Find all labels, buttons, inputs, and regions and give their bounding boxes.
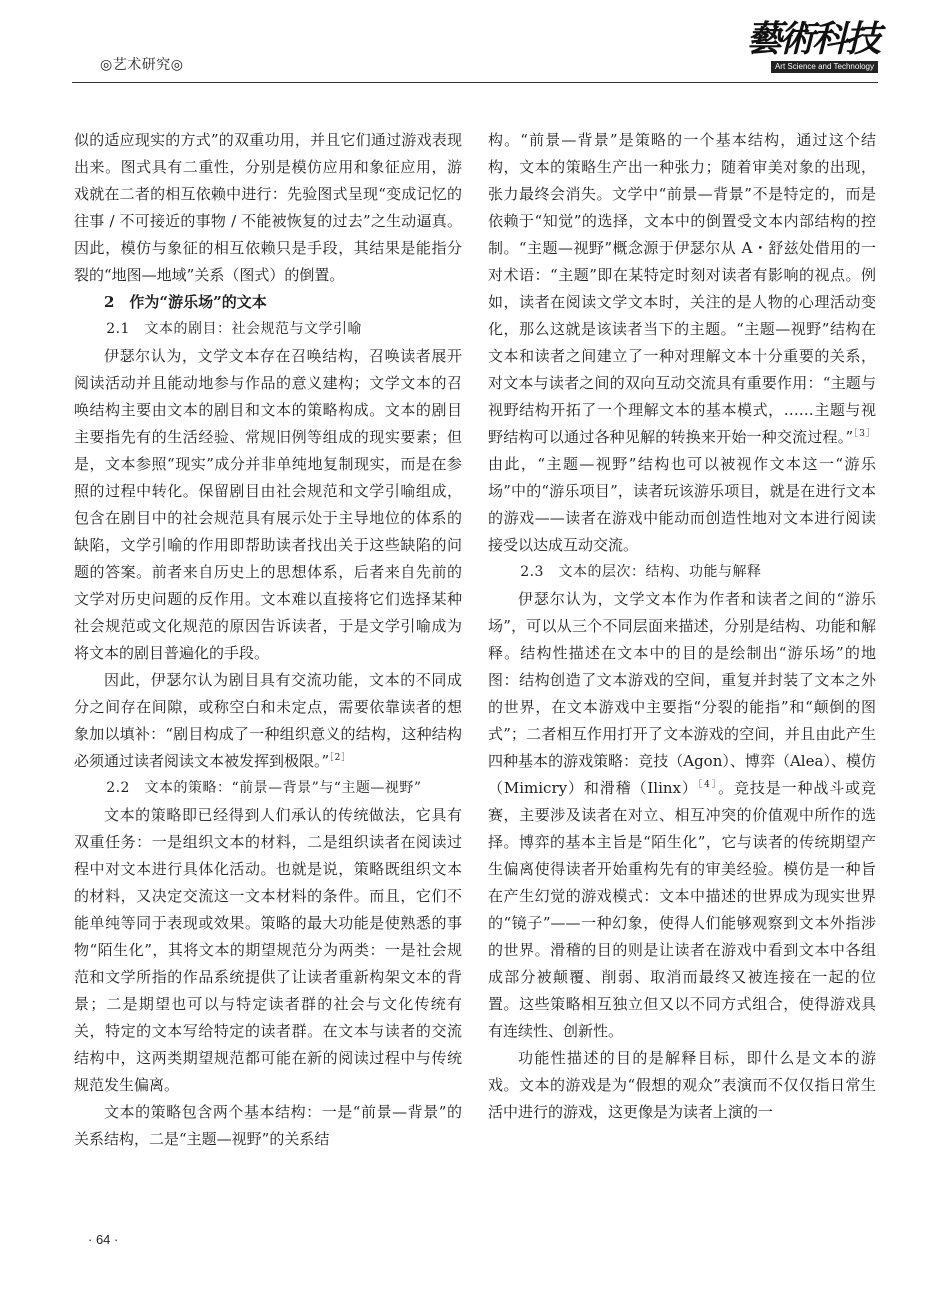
citation: ［4］ [697,780,719,790]
journal-logo: 藝術科技 [745,18,878,60]
paragraph: 伊瑟尔认为，文学文本存在召唤结构，召唤读者展开阅读活动并且能动地参与作品的意义建构；文学文本的召唤结构主要由文本的剧目和文本的策略构成。文本的剧目主要指先有的生活经验、常规旧例等组成的现实要素；但是，文本参照“现实”成分并非单纯地复制现实，而是在参照的过程中转化。保留剧目由社会规范和文学引喻组成，包含在剧目中的社会规范具有展示处于主导地位的体系的缺陷，文学引喻的作用即帮助读者找出关于这些缺陷的问题的答案。前者来自历史上的思想体系，后者来自先前的文学对历史问题的反作用。文本难以直接将它们选择某种社会规范或文化规范的原因告诉读者，于是文学引喻成为将文本的剧目普遍化的手段。 [74,347,462,662]
paragraph: 文本的策略即已经得到人们承认的传统做法，它具有双重任务：一是组织文本的材料，二是组织读者在阅读过程中对文本进行具体化活动。也就是说，策略既组织文本的材料，又决定交流这一文本材料的条件。而且，它们不能单纯等同于表现或效果。策略的最大功能是使熟悉的事物“陌生化”，其将文本的期望规范分为两类：一是社会规范和文学所指的作品系统提供了让读者重新构架文本的背景；二是期望也可以与特定读者群的社会与文化传统有关，特定的文本写给特定的读者群。在文本与读者的交流结构中，这两类期望规范都可能在新的阅读过程中与传统规范发生偏离。 [74,806,462,1094]
journal-logo-english: Art Science and Technology [771,61,878,73]
paragraph [488,586,876,1045]
section-heading: 2 作为“游乐场”的文本 [104,293,267,311]
journal-masthead [728,18,878,78]
paragraph: 功能性描述的目的是解释目标，即什么是文本的游戏。文本的游戏是为“假想的观众”表演而不仅仅指日常生活中进行的游戏，这更像是为读者上演的一 [488,1049,876,1121]
paragraph: 似的适应现实的方式”的双重功用，并且它们通过游戏表现出来。图式具有二重性，分别是模仿应用和象征应用，游戏就在二者的相互依赖中进行：先验图式呈现“变成记忆的往事 / 不可接近的事物 / 不能被恢复的过去”之生动逼真。因此，模仿与象征的相互依赖只是手段，其结果是能指分裂的“地图—地域”关系（图式）的倒置。 [74,131,462,284]
subsection-heading: 2.2 文本的策略：“前景—背景”与“主题—视野” [106,780,422,796]
header-rule [72,82,878,83]
paragraph-text: 因此，伊瑟尔认为剧目具有交流功能，文本的不同成分之间存在间隙，或称空白和未定点，需要依靠读者的想象加以填补：“剧目构成了一种组织意义的结构，这种结构必须通过读者阅读文本被发挥到极限。” [74,671,462,770]
citation: ［2］ [329,753,352,763]
subsection-heading: 2.3 文本的层次：结构、功能与解释 [520,564,762,580]
section-label: ◎艺术研究◎ [100,57,184,73]
paragraph [74,667,462,775]
right-column [488,127,876,1126]
paragraph-text: 由此，“主题—视野”结构也可以被视作文本这一“游乐场”中的“游乐项目”，读者玩该游乐项目，就是在进行文本的游戏——读者在游戏中能动而创造性地对文本进行阅读接受以达成互动交流。 [488,455,876,554]
paragraph-text: 构。“前景—背景”是策略的一个基本结构，通过这个结构，文本的策略生产出一种张力；随着审美对象的出现，张力最终会消失。文学中“前景—背景”不是特定的，而是依赖于“知觉”的选择，文本中的倒置受文本内部结构的控制。“主题—视野”概念源于伊瑟尔从 A・舒兹处借用的一对术语：“主题”即在某特定时刻对读者有影响的视点。例如，读者在阅读文学文本时，关注的是人物的心理活动变化，那么这就是该读者当下的主题。“主题—视野”结构在文本和读者之间建立了一种对理解文本十分重要的关系，对文本与读者之间的双向互动交流具有重要作用：“主题与视野结构开拓了一个理解文本的基本模式，……主题与视野结构可以通过各种见解的转换来开始一种交流过程。” [488,131,876,446]
subsection-heading: 2.1 文本的剧目：社会规范与文学引喻 [106,321,362,337]
paragraph [488,127,876,559]
paragraph: 文本的策略包含两个基本结构：一是“前景—背景”的关系结构，二是“主题—视野”的关系结 [74,1103,462,1148]
page-number: · 64 · [88,1232,119,1247]
citation: ［3］ [853,429,877,439]
left-column [74,127,462,1153]
paragraph-text: 伊瑟尔认为，文学文本作为作者和读者之间的“游乐场”，可以从三个不同层面来描述，分别是结构、功能和解释。结构性描述在文本中的目的是绘制出“游乐场”的地图：结构创造了文本游戏的空间，重复并封装了文本之外的世界，在文本游戏中主要指“分裂的能指”和“颠倒的图式”；二者相互作用打开了文本游戏的空间，并且由此产生四种基本的游戏策略：竞技（Agon）、博弈（Alea）、模仿（Mimicry）和滑稽（Ilinx） [488,590,876,797]
paragraph-text: 。竞技是一种战斗或竞赛，主要涉及读者在对立、相互冲突的价值观中所作的选择。博弈的基本主旨是“陌生化”，它与读者的传统期望产生偏离使得读者开始重构先有的审美经验。模仿是一种旨在产生幻觉的游戏模式：文本中描述的世界成为现实世界的“镜子”——一种幻象，使得人们能够观察到文本外指涉的世界。滑稽的目的则是让读者在游戏中看到文本中各组成部分被颠覆、削弱、取消而最终又被连接在一起的位置。这些策略相互独立但又以不同方式组合，使得游戏具有连续性、创新性。 [488,779,876,1040]
